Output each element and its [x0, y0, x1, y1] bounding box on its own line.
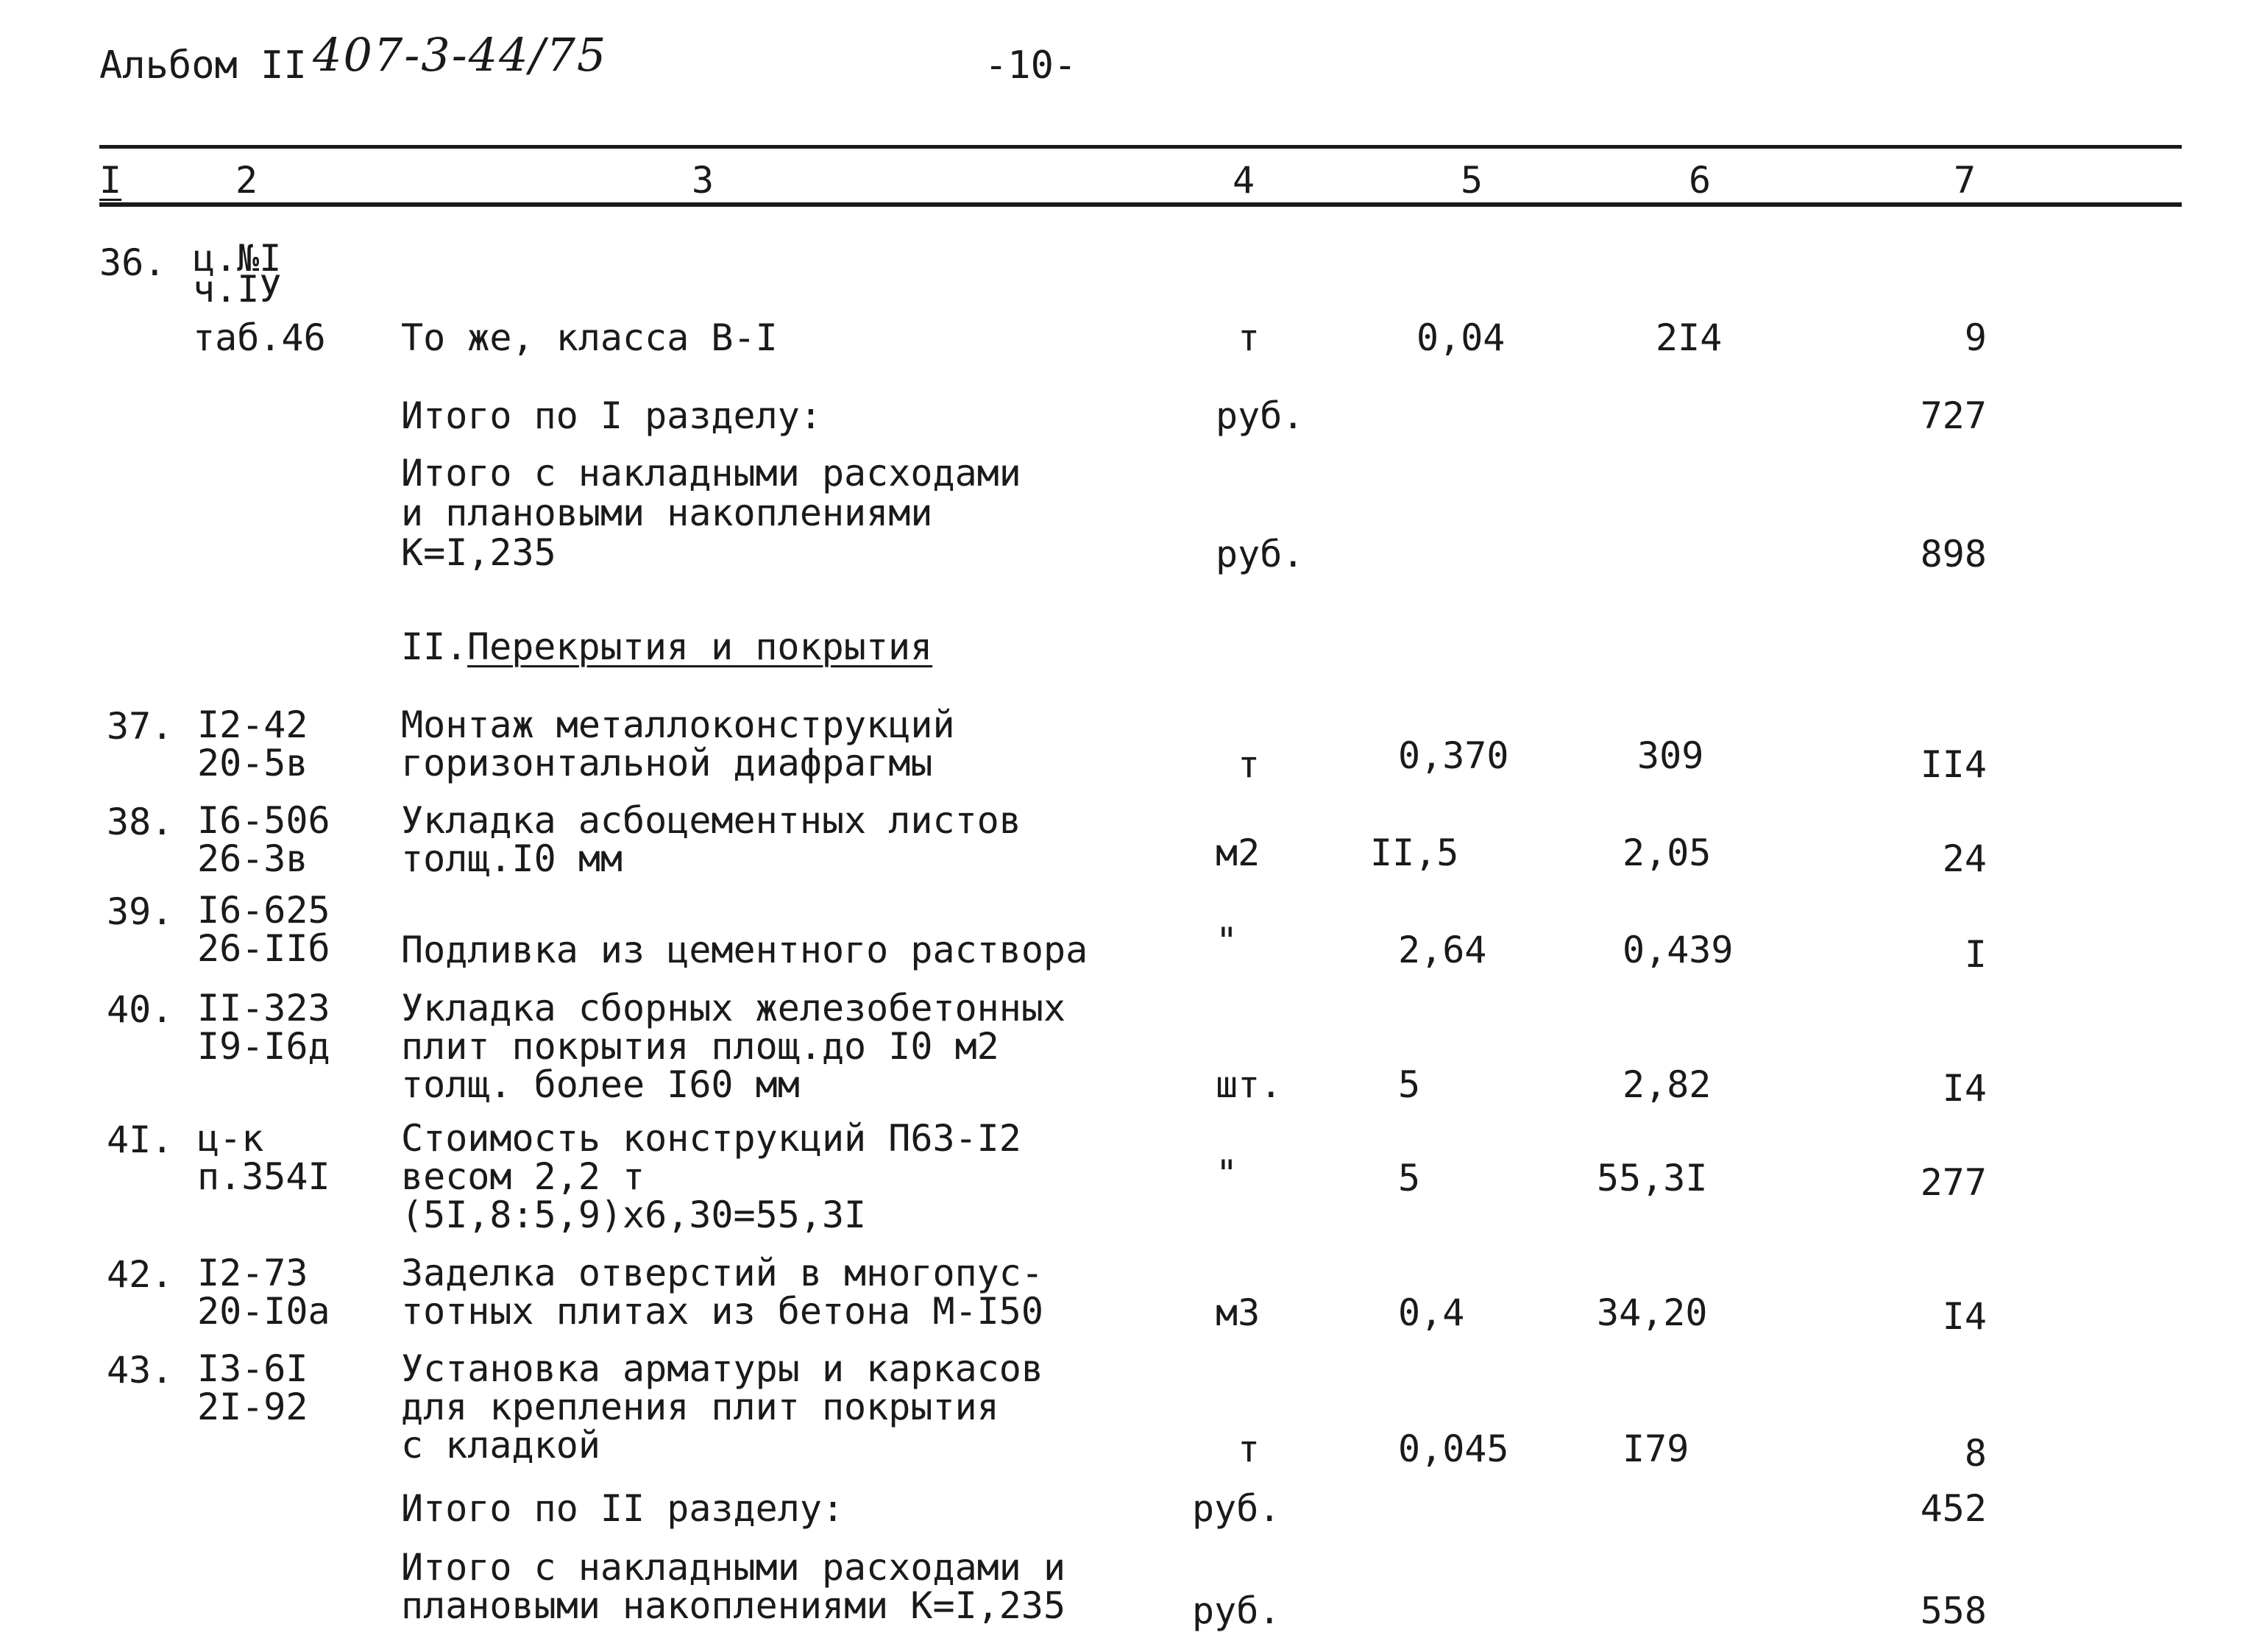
- row-unit: руб.: [1216, 533, 1305, 575]
- column-header-7: 7: [1954, 159, 1976, 202]
- row-unit: т: [1238, 316, 1260, 359]
- row-number: 39.: [107, 890, 174, 933]
- row-price: 2,05: [1623, 832, 1712, 874]
- row-description-line: горизонтальной диафрагмы: [401, 742, 933, 784]
- row-number: 38.: [107, 801, 174, 843]
- row-description-line: для крепления плит покрытия: [401, 1386, 999, 1428]
- row-total: II4: [1920, 743, 1987, 786]
- column-header-4: 4: [1233, 159, 1255, 202]
- row-ref-line: I3-6I: [197, 1347, 308, 1390]
- row-total: 558: [1920, 1589, 1987, 1632]
- page-number: -10-: [985, 43, 1077, 88]
- row-total: 727: [1920, 394, 1987, 437]
- column-header-1: I: [99, 159, 122, 202]
- row-ref-line: 2I-92: [197, 1386, 308, 1428]
- row-description-line: с кладкой: [401, 1424, 600, 1467]
- row-total: 24: [1942, 837, 1987, 880]
- row-unit: руб.: [1192, 1589, 1281, 1632]
- row-description-line: Итого с накладными расходами: [401, 452, 1021, 494]
- row-description-line: Укладка асбоцементных листов: [401, 799, 1021, 842]
- row-ref-line: 26-IIб: [197, 927, 330, 970]
- row-total: 898: [1920, 533, 1987, 575]
- row-quantity: 2,64: [1398, 929, 1487, 971]
- row-unit: м2: [1216, 832, 1260, 874]
- section-prefix: II.: [401, 625, 468, 668]
- row-description-line: и плановыми накоплениями: [401, 492, 933, 534]
- row-description-line: Установка арматуры и каркасов: [401, 1347, 1043, 1390]
- row-number: 40.: [107, 988, 174, 1031]
- row-description-line: Укладка сборных железобетонных: [401, 987, 1066, 1029]
- column-header-5: 5: [1461, 159, 1483, 202]
- row-description-line: Монтаж металлоконструкций: [401, 703, 955, 746]
- row-price: 2I4: [1656, 316, 1723, 359]
- row-description: Итого по I разделу:: [401, 394, 822, 437]
- row-ref-line: 20-I0а: [197, 1290, 330, 1333]
- row-ref-line: I2-73: [197, 1252, 308, 1294]
- row-description: То же, класса В-I: [401, 316, 778, 359]
- column-header-2: 2: [235, 159, 258, 202]
- row-total: I4: [1942, 1067, 1987, 1110]
- row-ref-line: II-323: [197, 987, 330, 1029]
- row-ref-line: п.354I: [197, 1155, 330, 1198]
- row-ref-line: ц-к: [197, 1117, 264, 1160]
- row-description-line: Стоимость конструкций П63-I2: [401, 1117, 1021, 1160]
- row-unit: шт.: [1216, 1063, 1283, 1106]
- table-header-rule: [99, 202, 2182, 207]
- row-description-line: толщ. более I60 мм: [401, 1063, 800, 1106]
- row-description-line: Итого с накладными расходами и: [401, 1546, 1066, 1589]
- row-ref-line: I6-625: [197, 889, 330, 932]
- row-ref-line: ц.№I: [193, 237, 282, 280]
- row-ref-line: I2-42: [197, 703, 308, 746]
- row-quantity: II,5: [1370, 832, 1459, 874]
- row-description: Итого по II разделу:: [401, 1487, 845, 1530]
- row-ref-line: ч.IУ: [193, 268, 282, 311]
- row-number: 36.: [99, 241, 166, 284]
- row-ref-line: I6-506: [197, 799, 330, 842]
- row-price: 2,82: [1623, 1063, 1712, 1106]
- row-unit: ": [1216, 1152, 1238, 1195]
- row-description-line: К=I,235: [401, 531, 556, 574]
- row-quantity: 5: [1398, 1157, 1421, 1199]
- row-number: 43.: [107, 1349, 174, 1392]
- row-unit: м3: [1216, 1291, 1260, 1334]
- table-top-rule: [99, 145, 2182, 149]
- section-title: Перекрытия и покрытия: [467, 625, 933, 668]
- row-total: 8: [1964, 1432, 1987, 1475]
- row-quantity: 0,4: [1398, 1291, 1465, 1334]
- row-unit: ": [1216, 920, 1238, 963]
- row-number: 42.: [107, 1253, 174, 1296]
- row-ref-line: 20-5в: [197, 742, 308, 784]
- row-total: 9: [1964, 316, 1987, 359]
- row-description-line: толщ.I0 мм: [401, 837, 623, 880]
- album-label: Альбом II: [99, 43, 307, 88]
- row-total: 452: [1920, 1487, 1987, 1530]
- row-quantity: 0,045: [1398, 1428, 1509, 1470]
- row-description-line: весом 2,2 т: [401, 1155, 645, 1198]
- row-description-line: плановыми накоплениями К=I,235: [401, 1584, 1066, 1627]
- row-ref-line: 26-3в: [197, 837, 308, 880]
- row-total: I: [1964, 933, 1987, 976]
- row-ref-line: I9-I6д: [197, 1025, 330, 1068]
- row-price: 34,20: [1597, 1291, 1708, 1334]
- row-unit: руб.: [1192, 1487, 1281, 1530]
- row-description: Подливка из цементного раствора: [401, 929, 1088, 971]
- row-description-line: тотных плитах из бетона М-I50: [401, 1290, 1043, 1333]
- row-unit: т: [1238, 1428, 1260, 1470]
- row-number: 37.: [107, 705, 174, 748]
- column-header-3: 3: [692, 159, 714, 202]
- row-price: 0,439: [1623, 929, 1734, 971]
- row-quantity: 0,04: [1416, 316, 1506, 359]
- row-unit: т: [1238, 743, 1260, 786]
- row-total: I4: [1942, 1295, 1987, 1338]
- row-description-line: плит покрытия площ.до I0 м2: [401, 1025, 999, 1068]
- row-price: 309: [1637, 734, 1704, 777]
- row-unit: руб.: [1216, 394, 1305, 437]
- row-number: 4I.: [107, 1119, 174, 1161]
- row-price: I79: [1623, 1428, 1689, 1470]
- row-ref-line: таб.46: [193, 316, 326, 359]
- row-description-line: (5I,8:5,9)х6,30=55,3I: [401, 1194, 867, 1236]
- row-description-line: Заделка отверстий в многопус-: [401, 1252, 1043, 1294]
- row-total: 277: [1920, 1161, 1987, 1204]
- row-price: 55,3I: [1597, 1157, 1708, 1199]
- row-quantity: 5: [1398, 1063, 1421, 1106]
- handwritten-album-code: 407-3-44/75: [313, 28, 608, 82]
- column-header-6: 6: [1689, 159, 1712, 202]
- row-quantity: 0,370: [1398, 734, 1509, 777]
